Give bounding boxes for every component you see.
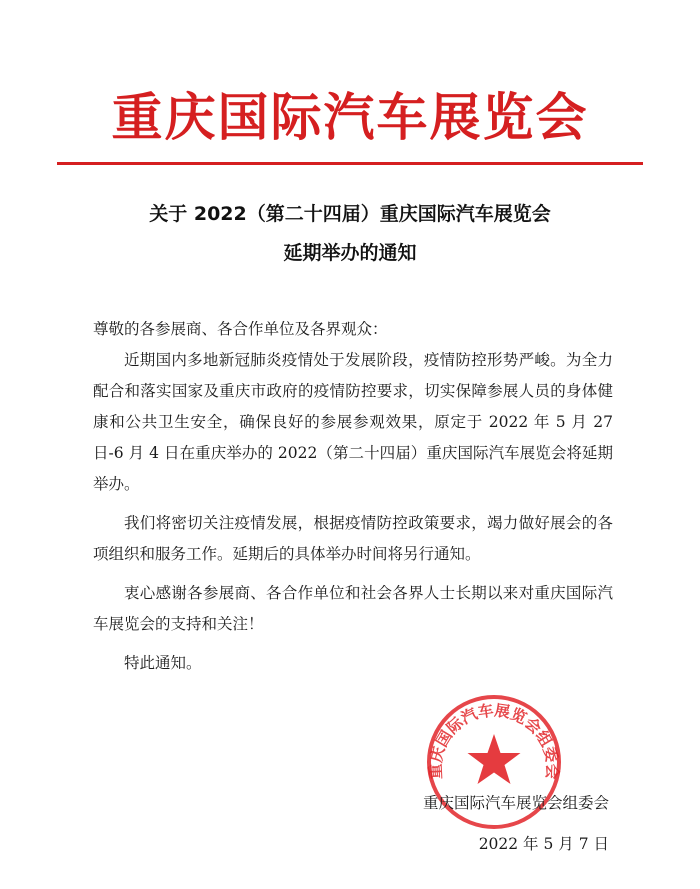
signature-block [423,788,609,860]
closing-line: 特此通知。 [124,654,202,672]
notice-title-line-1: 关于 2022（第二十四届）重庆国际汽车展览会 [149,203,551,225]
masthead-title: 重庆国际汽车展览会 [111,89,589,148]
signature-date: 2022 年 5 月 7 日 [478,835,609,853]
notice-title-line-2: 延期举办的通知 [283,242,417,264]
signature-organization: 重庆国际汽车展览会组委会 [422,794,609,812]
body-paragraph-3: 衷心感谢各参展商、各合作单位和社会各界人士长期以来对重庆国际汽车展览会的支持和关注！ [93,584,613,633]
red-divider-line [57,162,643,165]
body-paragraph-2: 我们将密切关注疫情发展，根据疫情防控政策要求，竭力做好展会的各项组织和服务工作。延期后的具体举办时间将另行通知。 [93,514,613,563]
salutation: 尊敬的各参展商、各合作单位及各界观众： [93,320,388,338]
body-paragraph-1: 近期国内多地新冠肺炎疫情处于发展阶段，疫情防控形势严峻。为全力配合和落实国家及重庆市政府的疫情防控要求，切实保障参展人员的身体健康和公共卫生安全，确保良好的参展参观效果，原定于 2022 年 5 月 27 日-6 月 4 日在重庆举办的 2022（第二十四届）重庆国际汽车展览会将延期举办。 [93,351,613,493]
svg-text:重庆国际汽车展览会组委会: 重庆国际汽车展览会组委会 [426,701,562,780]
seal-star-icon [468,734,521,784]
notice-body [93,314,613,679]
